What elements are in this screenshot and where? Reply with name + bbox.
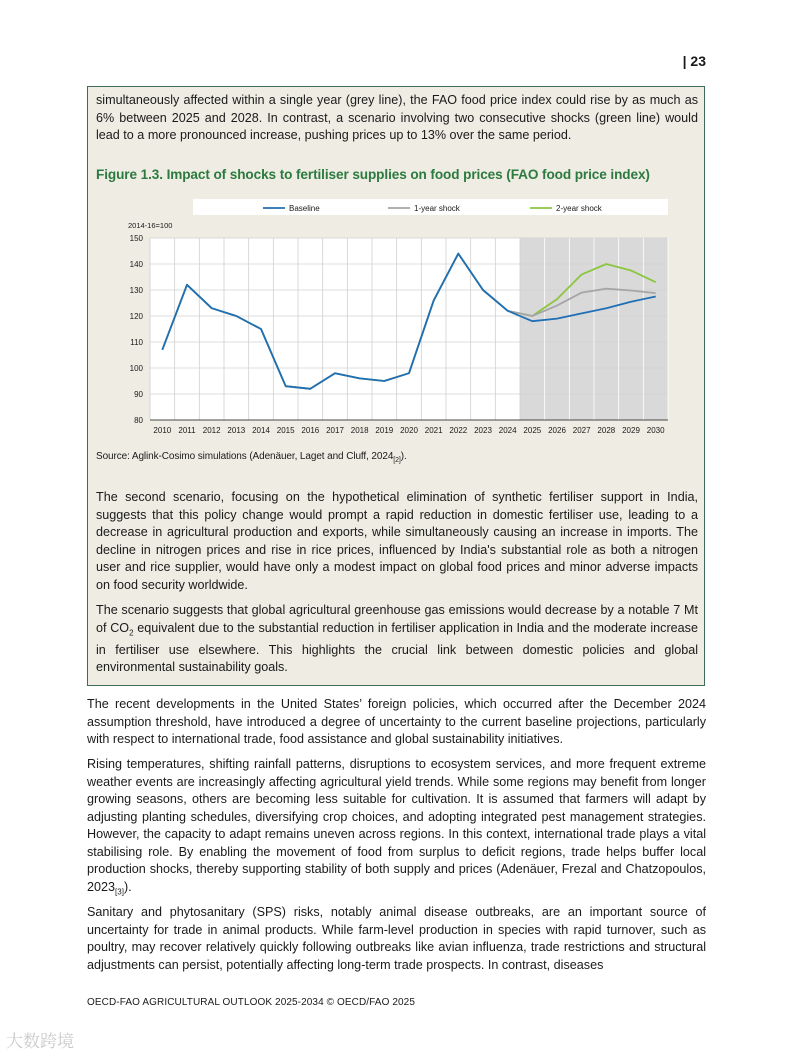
figure-title: Figure 1.3. Impact of shocks to fertiliser supplies on food prices (FAO food price index) <box>96 167 650 182</box>
legend-label: Baseline <box>289 204 320 213</box>
x-tick-label: 2016 <box>301 426 320 435</box>
x-tick-label: 2030 <box>646 426 665 435</box>
x-tick-label: 2022 <box>449 426 468 435</box>
x-tick-label: 2010 <box>153 426 172 435</box>
page-footer: OECD-FAO AGRICULTURAL OUTLOOK 2025-2034 © OECD/FAO 2025 <box>87 997 415 1008</box>
box-paragraph-3-b: equivalent due to the substantial reduction in fertiliser application in India and the moderate increase in fertiliser use elsewhere. This highlights the crucial link between domestic policies and global environmental sustainability goals. <box>96 620 698 675</box>
body-paragraph-2-end: ). <box>123 879 132 894</box>
x-tick-label: 2011 <box>178 426 196 435</box>
y-axis-unit-label: 2014-16=100 <box>128 221 173 230</box>
source-text: Source: Aglink-Cosimo simulations (Adenäuer, Laget and Cluff, 2024 <box>96 451 394 462</box>
x-tick-label: 2025 <box>523 426 542 435</box>
x-tick-label: 2019 <box>375 426 394 435</box>
x-tick-label: 2018 <box>350 426 369 435</box>
page-number: | 23 <box>682 53 706 69</box>
y-tick-label: 140 <box>129 260 143 269</box>
x-tick-label: 2023 <box>474 426 492 435</box>
x-tick-label: 2029 <box>622 426 640 435</box>
body-paragraph-2 <box>87 756 706 901</box>
y-tick-label: 100 <box>129 364 143 373</box>
x-tick-label: 2021 <box>424 426 443 435</box>
box-paragraph-3 <box>96 602 698 677</box>
box-paragraph-3-a: The scenario suggests that global agricultural greenhouse gas emissions would decrease by a notable 7 Mt of CO <box>96 603 698 635</box>
body-paragraph-3: Sanitary and phytosanitary (SPS) risks, notably animal disease outbreaks, are an important source of uncertainty for trade in animal products. While farm-level production in species with rapid turnover, such as poultry, may recover relatively quickly following outbreaks like avian influenza, trade restrictions and structural adjustments can persist, potentially affecting long-term trade prospects. In contrast, diseases <box>87 905 706 972</box>
figure-source <box>96 451 407 464</box>
y-tick-label: 90 <box>134 390 143 399</box>
y-tick-label: 80 <box>134 416 143 425</box>
co2-subscript: 2 <box>129 628 134 638</box>
x-tick-label: 2014 <box>252 426 270 435</box>
line-chart <box>0 195 793 455</box>
legend-label: 2-year shock <box>556 204 602 213</box>
x-tick-label: 2017 <box>326 426 344 435</box>
x-tick-label: 2015 <box>276 426 295 435</box>
y-tick-label: 130 <box>129 286 143 295</box>
x-tick-label: 2027 <box>572 426 591 435</box>
box-paragraph-2: The second scenario, focusing on the hypothetical elimination of synthetic fertiliser support in India, suggests that this policy change would prompt a rapid reduction in domestic fertiliser use, leading to a decrease in agricultural production and exports, while simultaneously causing an increase in imports. The decline in nitrogen prices and rise in rice prices, influenced by India's substantial role as both a nitrogen user and rice supplier, would have only a modest impact on global food prices and minor adverse impacts on food security worldwide. <box>96 490 698 592</box>
x-tick-label: 2013 <box>227 426 246 435</box>
y-tick-label: 120 <box>129 312 143 321</box>
y-tick-label: 110 <box>130 338 143 347</box>
y-tick-label: 150 <box>129 234 143 243</box>
x-tick-label: 2026 <box>548 426 566 435</box>
source-end: ). <box>400 451 407 462</box>
source-ref: [2] <box>393 457 401 464</box>
x-tick-label: 2012 <box>202 426 221 435</box>
x-tick-label: 2020 <box>400 426 418 435</box>
citation-ref: [3] <box>115 887 124 897</box>
box-paragraph-1: simultaneously affected within a single year (grey line), the FAO food price index could rise by as much as 6% between 2025 and 2028. In contrast, a scenario involving two consecutive shocks (green line) would lead to a more pronounced increase, pushing prices up to 13% over the same period. <box>96 93 698 142</box>
x-tick-label: 2024 <box>498 426 517 435</box>
body-paragraph-1: The recent developments in the United States’ foreign policies, which occurred after the December 2024 assumption threshold, have introduced a degree of uncertainty to the current baseline projections, particularly with respect to international trade, food assistance and global sustainability initiatives. <box>87 697 706 746</box>
body-paragraph-2-text: Rising temperatures, shifting rainfall patterns, disruptions to ecosystem services, and more frequent extreme weather events are increasingly affecting agricultural yield trends. While some regions may benefit from longer growing seasons, others are becoming less suitable for cultivation. It is assumed that farmers will adapt by adjusting planting schedules, diversifying crop choices, and adopting integrated pest management strategies. However, the capacity to adapt remains uneven across regions. In this context, international trade plays a vital stabilising role. By enabling the movement of food from surplus to deficit regions, trade helps buffer local production shocks, thereby supporting stability of both supply and prices (Adenäuer, Frezal and Chatzopoulos, 2023 <box>87 757 706 894</box>
x-tick-label: 2028 <box>597 426 616 435</box>
watermark-logo: 大数跨境 <box>6 1032 74 1051</box>
legend-label: 1-year shock <box>414 204 460 213</box>
